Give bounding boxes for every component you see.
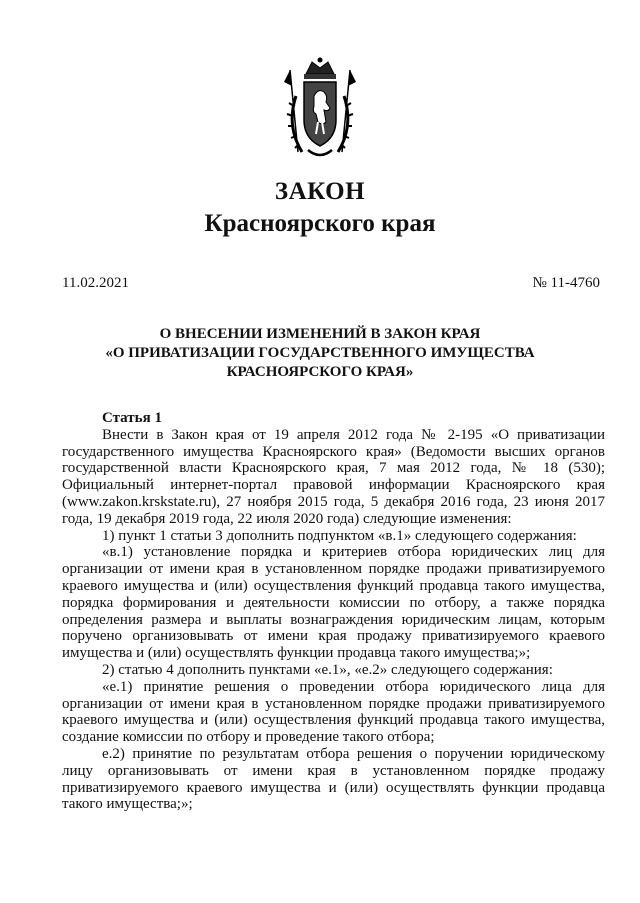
document-subtitle: Красноярского края xyxy=(204,210,436,237)
article-paragraph: Внести в Закон края от 19 апреля 2012 года № 2-195 «О приватизации государственного имущества Красноярского края» (Ведомости высших органов государственной власти Красноярского края, 7 мая 2012 года, № 18 (530); Официальный интернет-портал правовой информации Красноярского края (www.zakon.krskstate.ru), 27 ноября 2015 года, 5 декабря 2016 года, 23 июня 2017 года, 19 декабря 2019 года, 22 июля 2020 года) следующие изменения: xyxy=(62,426,605,527)
law-heading xyxy=(0,325,640,382)
article-paragraph: 1) пункт 1 статьи 3 дополнить подпунктом «в.1» следующего содержания: xyxy=(102,527,577,544)
document-number: № 11-4760 xyxy=(532,275,600,291)
article-paragraph: е.2) принятие по результатам отбора решения о поручении юридическому лицу организовывать от имени края в установленном порядке продажу приватизируемого краевого имущества и (или) осуществлять функции продавца такого имущества;»; xyxy=(62,745,605,813)
law-heading-line: КРАСНОЯРСКОГО КРАЯ» xyxy=(226,364,414,380)
article-paragraph: 2) статью 4 дополнить пунктами «е.1», «е.2» следующего содержания: xyxy=(102,661,553,678)
krasnoyarsk-coat-of-arms-icon xyxy=(282,56,358,162)
article-body xyxy=(62,410,605,813)
document-date: 11.02.2021 xyxy=(62,275,129,291)
law-heading-line: О ВНЕСЕНИИ ИЗМЕНЕНИЙ В ЗАКОН КРАЯ xyxy=(159,326,481,342)
article-paragraph: «е.1) принятие решения о проведении отбора юридического лица для организации от имени края в установленном порядке продажи приватизируемого краевого имущества и (или) осуществления функций продавца такого имущества, создание комиссии по отбору и проведение такого отбора; xyxy=(62,678,605,746)
law-heading-line: «О ПРИВАТИЗАЦИИ ГОСУДАРСТВЕННОГО ИМУЩЕСТВА xyxy=(105,345,535,361)
article-title: Статья 1 xyxy=(102,410,162,426)
document-title: ЗАКОН xyxy=(274,178,366,205)
article-paragraph: «в.1) установление порядка и критериев отбора юридических лиц для организации от имени края в установленном порядке продажи приватизируемого краевого имущества и (или) осуществления функций продавца такого имущества, порядка формирования и деятельности комиссии по отбору, а также порядка определения размера и выплаты вознаграждения юридическим лицам, которым поручено организовывать от имени края продажу приватизируемого краевого имущества и (или) осуществлять функции продавца такого имущества;»; xyxy=(62,544,605,662)
